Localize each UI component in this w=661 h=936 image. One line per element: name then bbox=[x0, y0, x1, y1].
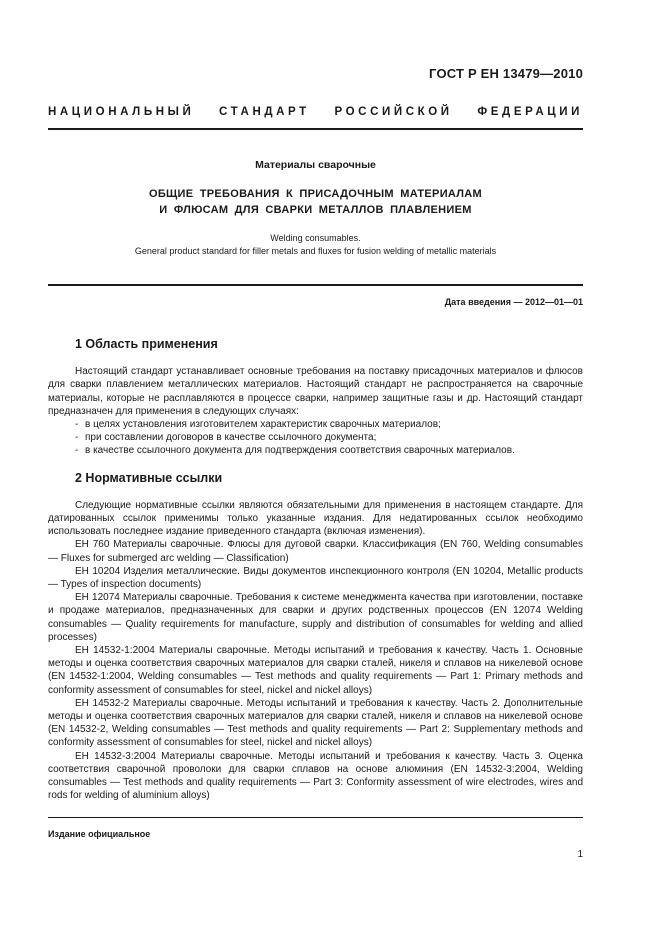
document-subtitle: Материалы сварочные bbox=[255, 159, 376, 171]
reference-en-760: ЕН 760 Материалы сварочные. Флюсы для дуговой сварки. Классификация (EN 760, Welding consumables — Fluxes for submerged arc welding — Classification) bbox=[48, 539, 583, 564]
header-rule bbox=[48, 128, 583, 130]
main-content bbox=[48, 338, 583, 803]
list-item-text: в целях установления изготовителем характеристик сварочных материалов; bbox=[85, 419, 441, 431]
list-item-text: в качестве ссылочного документа для подтверждения соответствия сварочных материалов. bbox=[85, 445, 515, 457]
title-line-1: ОБЩИЕ ТРЕБОВАНИЯ К ПРИСАДОЧНЫМ МАТЕРИАЛАМ bbox=[148, 188, 483, 200]
footer-rule bbox=[48, 817, 583, 818]
list-item-text: при составлении договоров в качестве ссылочного документа; bbox=[85, 432, 377, 444]
page-number: 1 bbox=[577, 849, 583, 860]
reference-en-14532-3: ЕН 14532-3:2004 Материалы сварочные. Методы испытаний и требования к качеству. Часть 3. Оценка соответствия сварочной проволоки для сварки сплавов на основе алюминия (EN 14532-3:2004, Welding consumables — Test methods and quality requirements — Part 3: Conformity assessment of wire electrodes, wires and rods for welding of aluminium alloys) bbox=[48, 750, 583, 802]
section-2-heading: 2 Нормативные ссылки bbox=[75, 470, 223, 485]
title-rule bbox=[48, 284, 583, 286]
reference-en-14532-2: ЕН 14532-2 Материалы сварочные. Методы испытаний и требования к качеству. Часть 2. Дополнительные методы и оценка соответствия сварочных материалов для сварки сталей, никеля и сплавов на никелевой основе (EN 14532-2, Welding consumables — Test methods and quality requirements — Part 2: Supplementary methods and conformity assessment of consumables for steel, nickel and nickel alloys) bbox=[48, 697, 583, 749]
list-item: - в целях установления изготовителем характеристик сварочных материалов; bbox=[75, 419, 441, 431]
title-line-2: И ФЛЮСАМ ДЛЯ СВАРКИ МЕТАЛЛОВ ПЛАВЛЕНИЕМ bbox=[159, 204, 472, 216]
list-item: - при составлении договоров в качестве ссылочного документа; bbox=[75, 432, 377, 444]
official-edition-label: Издание официальное bbox=[48, 829, 151, 839]
reference-en-14532-1: ЕН 14532-1:2004 Материалы сварочные. Методы испытаний и требования к качеству. Часть 1. Основные методы и оценка соответствия сварочных материалов для сварки сталей, никеля и сплавов на никелевой основе (EN 14532-1:2004, Welding consumables — Test methods and quality requirements — Part 1: Primary methods and conformity assessment of consumables for steel, nickel and nickel alloys) bbox=[48, 645, 583, 696]
reference-en-10204: ЕН 10204 Изделия металлические. Виды документов инспекционного контроля (EN 10204, Metallic products — Types of inspection documents) bbox=[48, 565, 583, 591]
section-1-paragraph: Настоящий стандарт устанавливает основные требования на поставку присадочных материалов и флюсов для сварки плавлением металлических материалов. Настоящий стандарт не распространяется на сварочные материалы, которые не расплавляются в процессе сварки, например защитные газы и др. Настоящий стандарт предназначен для применения в следующих случаях: bbox=[48, 366, 583, 417]
national-standard-banner: НАЦИОНАЛЬНЫЙ СТАНДАРТ РОССИЙСКОЙ ФЕДЕРАЦИИ bbox=[48, 106, 583, 118]
english-title bbox=[48, 232, 583, 258]
section-2-paragraph: Следующие нормативные ссылки являются обязательными для применения в настоящем стандарте. Для датированных ссылок применимы только указанные издания. Для недатированных ссылок необходимо использовать последнее издание приведенного стандарта (включая изменения). bbox=[48, 499, 583, 538]
english-title-line-2: General product standard for filler metals and fluxes for fusion welding of metallic materials bbox=[134, 246, 497, 256]
document-title bbox=[48, 186, 583, 218]
reference-en-12074: ЕН 12074 Материалы сварочные. Требования к системе менеджмента качества при изготовлении, поставке и продаже материалов, предназначенных для сварки и других родственных процессов (EN 12074 Welding consumables — Quality requirements for manufacture, supply and distribution of consumables for welding and allied processes) bbox=[48, 592, 583, 643]
introduction-date: Дата введения — 2012—01—01 bbox=[444, 297, 583, 307]
standard-code: ГОСТ Р ЕН 13479—2010 bbox=[429, 66, 583, 81]
list-item: - в качестве ссылочного документа для подтверждения соответствия сварочных материалов. bbox=[75, 445, 515, 457]
section-1-heading: 1 Область применения bbox=[75, 337, 218, 351]
english-title-line-1: Welding consumables. bbox=[270, 233, 361, 243]
